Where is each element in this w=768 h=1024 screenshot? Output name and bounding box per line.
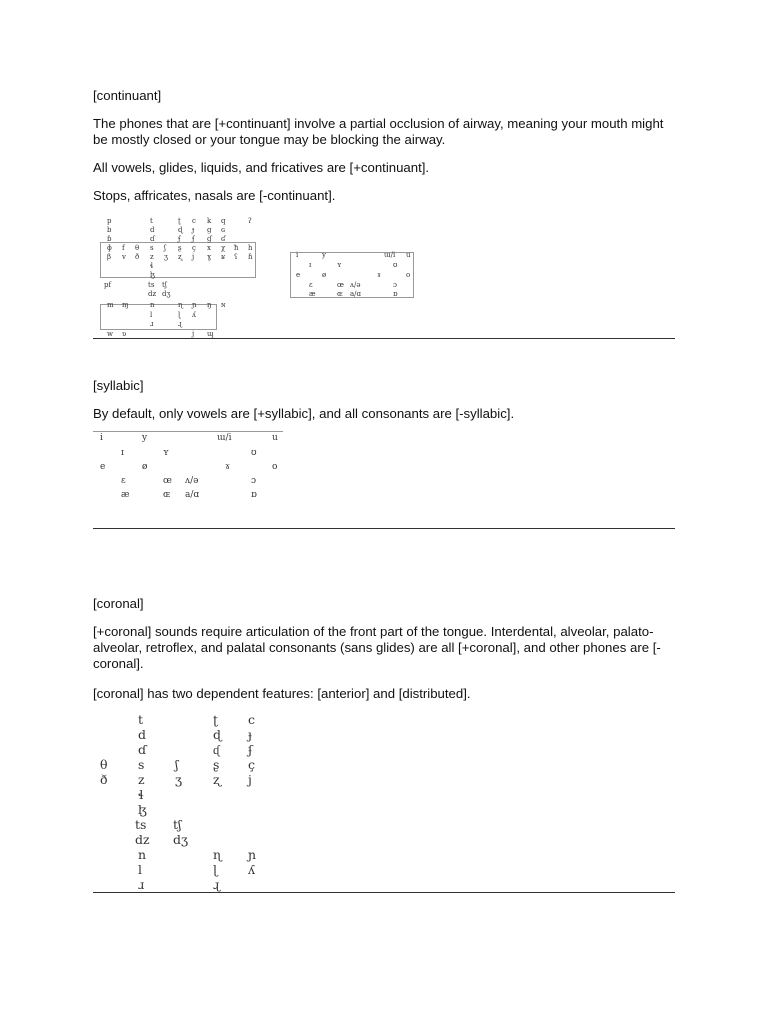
vowels_small-symbol: ɛ: [309, 281, 313, 289]
vowels_small-symbol: ø: [322, 271, 327, 279]
cons_small-symbol: χ: [221, 244, 226, 252]
coronal-symbol: ɳ: [213, 847, 222, 862]
cons_small-symbol: ʕ: [234, 253, 238, 261]
syllabic-heading: [syllabic]: [93, 378, 144, 393]
coronal-symbol: ɮ: [138, 802, 147, 817]
coronal-symbol: n: [138, 847, 147, 862]
coronal-symbol: ʈ: [213, 712, 219, 727]
cons_small-symbol: q: [221, 217, 226, 225]
vowels_mid-symbol: a/ɑ: [185, 490, 200, 500]
vowels_small-symbol: ɒ: [393, 290, 398, 298]
coronal-symbol: ts: [135, 817, 147, 832]
cons_small-symbol: x: [207, 244, 211, 252]
cons_small-symbol: j: [192, 330, 195, 338]
coronal-symbol: ᶑ: [213, 742, 220, 757]
cons_small-symbol: w: [107, 330, 113, 338]
vowels_mid-symbol: ɤ: [225, 462, 231, 472]
cons_small-symbol: ɴ: [221, 301, 226, 309]
vowels_small-symbol: æ: [309, 290, 316, 298]
cons_small-symbol: β: [107, 253, 112, 261]
vowels_mid-symbol: u: [272, 433, 278, 443]
coronal-symbol: ʃ: [175, 757, 179, 772]
cons_small-symbol: ɲ: [192, 301, 197, 309]
vowels_small-symbol: ʊ: [393, 261, 398, 269]
cons_small-symbol: ʋ: [122, 330, 127, 338]
cons_small-symbol: pf: [104, 281, 112, 289]
cons_small-symbol: dʒ: [162, 290, 171, 298]
cons_small-symbol: ç: [192, 244, 196, 252]
continuant-para-1: The phones that are [+continuant] involve a partial occlusion of airway, meaning your mouth might be mostly closed or your tongue may be blocking the airway.: [93, 116, 664, 147]
cons_small-symbol: ʂ: [178, 244, 182, 252]
cons_small-symbol: dz: [148, 290, 157, 298]
vowels_mid-symbol: œ: [163, 476, 172, 486]
coronal-symbol: z: [138, 772, 145, 787]
vowels_mid-symbol: ɛ: [121, 476, 126, 486]
cons_small-symbol: s: [150, 244, 154, 252]
coronal-symbol: ʐ: [213, 772, 221, 787]
coronal-symbol: ç: [248, 757, 256, 772]
cons_small-symbol: c: [192, 217, 196, 225]
vowels_mid-symbol: i: [100, 433, 103, 443]
cons_small-symbol: ʃ: [164, 244, 166, 252]
continuant-para-2: All vowels, glides, liquids, and fricatives are [+continuant].: [93, 160, 430, 175]
cons_small-symbol: ʒ: [164, 253, 168, 261]
coronal-symbol: t: [138, 712, 144, 727]
cons_small-symbol: b: [107, 226, 112, 234]
vowels_small-symbol: ɪ: [309, 261, 312, 269]
cons_small-symbol: t: [150, 217, 153, 225]
cons_small-symbol: h: [248, 244, 253, 252]
vowels_mid-symbol: ɒ: [251, 490, 257, 500]
cons_small-symbol: ɢ: [221, 226, 226, 234]
cons_small-symbol: ɰ: [207, 330, 214, 338]
cons_small-symbol: tʃ: [162, 281, 167, 289]
cons_small-symbol: ɻ: [178, 320, 182, 328]
vowels_mid-symbol: y: [142, 433, 148, 443]
cons_small-symbol: ɠ: [207, 235, 212, 243]
coronal-symbol: ɻ: [213, 877, 220, 892]
coronal-symbol: ɲ: [248, 847, 257, 862]
coronal-symbol: l: [138, 862, 142, 877]
cons_small-symbol: d: [150, 226, 155, 234]
coronal-consonant-chart: [0, 0, 300, 895]
cons_small-symbol: ɦ: [248, 253, 253, 261]
cons_small-symbol: ɟ: [192, 226, 195, 234]
cons_small-symbol: ɸ: [107, 244, 112, 252]
cons_small-symbol: g: [207, 226, 212, 234]
coronal-symbol: θ: [100, 757, 108, 772]
coronal-symbol: ʒ: [175, 772, 183, 787]
coronal-symbol: ɗ: [138, 742, 147, 757]
cons_small-symbol: m: [107, 301, 114, 309]
cons_small-symbol: ɱ: [122, 301, 129, 309]
coronal-symbol: ʎ: [248, 862, 256, 877]
cons_small-symbol: p: [107, 217, 112, 225]
cons_small-symbol: ts: [148, 281, 155, 289]
section-divider-3: [93, 892, 675, 893]
coronal-symbol: j: [248, 772, 252, 787]
cons_small-symbol: ʐ: [178, 253, 183, 261]
vowels_small-symbol: ɶ: [337, 290, 343, 298]
vowels_small-symbol: a/ɑ: [350, 290, 362, 298]
cons_small-symbol: ɖ: [178, 226, 183, 234]
cons_small-symbol: ħ: [234, 244, 239, 252]
coronal-symbol: ɟ: [248, 727, 252, 742]
coronal-symbol: ʄ: [248, 742, 253, 757]
vowels_mid-symbol: æ: [121, 490, 130, 500]
vowels_mid-symbol: o: [272, 462, 278, 472]
cons_small-symbol: ʁ: [221, 253, 226, 261]
cons_small-symbol: ʔ: [248, 217, 252, 225]
cons_small-symbol: ɹ: [150, 320, 154, 328]
vowels_small-symbol: œ: [337, 281, 344, 289]
cons_small-symbol: ʈ: [178, 217, 181, 225]
cons_small-symbol: ʄ: [192, 235, 195, 243]
cons_small-symbol: z: [150, 253, 154, 261]
cons_small-symbol: f: [122, 244, 125, 252]
vowels_mid-symbol: ɯ/i: [217, 433, 232, 443]
coronal-symbol: ɬ: [138, 787, 144, 802]
vowels_small-symbol: i: [296, 251, 299, 259]
continuant-para-3: Stops, affricates, nasals are [-continuant].: [93, 188, 336, 203]
vowels_small-symbol: ɤ: [377, 271, 381, 279]
vowels_mid-symbol: ø: [142, 462, 148, 472]
syllabic-para-1: By default, only vowels are [+syllabic], and all consonants are [-syllabic].: [93, 406, 515, 421]
vowels_small-symbol: ʌ/ə: [350, 281, 361, 289]
cons_small-symbol: ɣ: [207, 253, 212, 261]
cons_small-symbol: ɗ: [150, 235, 155, 243]
coronal-symbol: ɖ: [213, 727, 222, 742]
vowels_small-symbol: e: [296, 271, 301, 279]
coronal-para-2: [coronal] has two dependent features: [anterior] and [distributed].: [93, 686, 471, 701]
vowels_mid-symbol: ɔ: [251, 476, 257, 486]
vowels_small-symbol: u: [406, 251, 411, 259]
vowels_small-symbol: y: [322, 251, 326, 259]
cons_small-symbol: v: [122, 253, 126, 261]
cons_small-symbol: ɳ: [178, 301, 183, 309]
coronal-symbol: ɹ: [138, 877, 145, 892]
vowels_small-symbol: ɔ: [393, 281, 397, 289]
continuant-heading: [continuant]: [93, 88, 162, 103]
cons_small-symbol: ɬ: [150, 262, 154, 270]
cons_small-symbol: θ: [135, 244, 140, 252]
coronal-para-1: [+coronal] sounds require articulation of the front part of the tongue. Interdental, alveolar, palato-alveolar, retroflex, and palatal consonants (sans glides) are all [+coronal], and other phones are [-coronal].: [93, 624, 661, 671]
cons_small-symbol: ŋ: [207, 301, 212, 309]
vowels_small-symbol: ʏ: [337, 261, 342, 269]
cons_small-symbol: ʛ: [221, 235, 226, 243]
coronal-symbol: d: [138, 727, 147, 742]
coronal-symbol: ʂ: [213, 757, 220, 772]
vowels_mid-symbol: ʏ: [163, 448, 169, 458]
cons_small-symbol: ʄ: [178, 235, 181, 243]
cons_small-symbol: ʎ: [192, 311, 196, 319]
vowels_mid-symbol: ɪ: [121, 448, 124, 458]
coronal-symbol: ð: [100, 772, 108, 787]
vowels_small-symbol: o: [406, 271, 411, 279]
vowels_mid-symbol: e: [100, 462, 106, 472]
coronal-symbol: ɭ: [213, 862, 218, 877]
coronal-symbol: dʒ: [173, 832, 189, 847]
coronal-heading: [coronal]: [93, 596, 144, 611]
cons_small-symbol: n: [150, 301, 155, 309]
vowels_mid-symbol: ʊ: [251, 448, 257, 458]
coronal-symbol: dz: [135, 832, 150, 847]
cons_small-symbol: ɭ: [178, 311, 181, 319]
coronal-symbol: s: [138, 757, 145, 772]
coronal-symbol: c: [248, 712, 256, 727]
cons_small-symbol: ɮ: [150, 271, 155, 279]
cons_small-symbol: ɓ: [107, 235, 112, 243]
cons_small-symbol: j: [192, 253, 195, 261]
coronal-symbol: tʃ: [173, 817, 182, 832]
vowels_mid-symbol: ɶ: [163, 490, 171, 500]
vowels_mid-symbol: ʌ/ə: [185, 476, 199, 486]
cons_small-symbol: ð: [135, 253, 140, 261]
cons_small-symbol: k: [207, 217, 212, 225]
vowels_small-symbol: ɯ/i: [384, 251, 396, 259]
cons_small-symbol: l: [150, 311, 153, 319]
